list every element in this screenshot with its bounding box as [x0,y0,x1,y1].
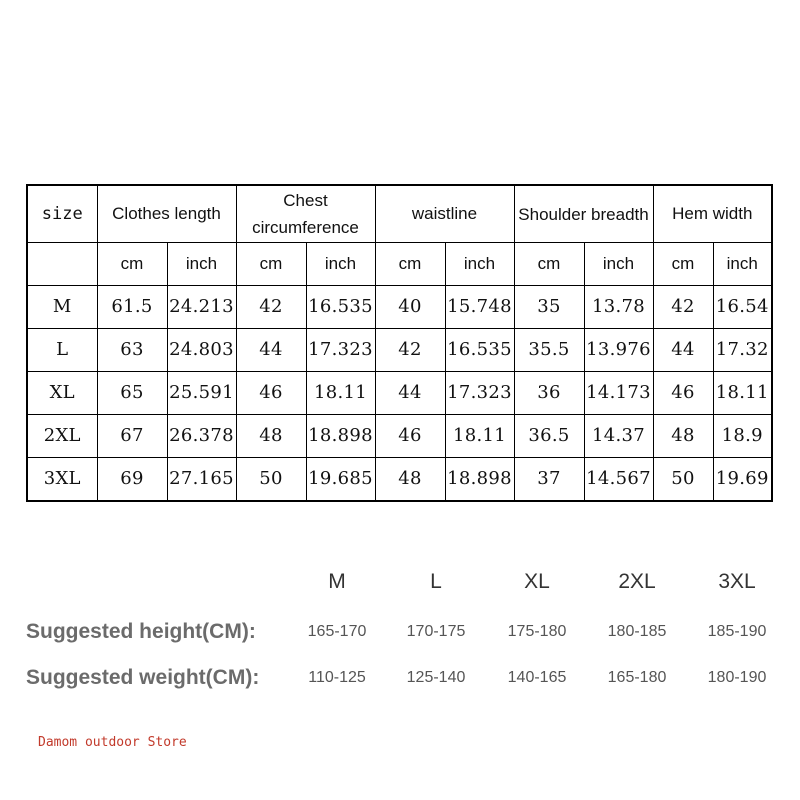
value-cell: 24.213 [167,286,236,329]
value-cell: 13.78 [584,286,653,329]
weight-range: 125-140 [406,669,466,686]
header-clothes-length: Clothes length [97,185,236,243]
value-cell: 50 [653,458,713,502]
header-chest-circumference: Chest circumference [236,185,375,243]
suggested-size-label: XL [524,570,550,593]
size-cell: 2XL [27,415,97,458]
unit-cell: cm [514,243,584,286]
value-cell: 16.54 [713,286,772,329]
value-cell: 44 [375,372,445,415]
table-row [27,458,772,502]
size-cell: M [27,286,97,329]
unit-cell: inch [584,243,653,286]
suggested-size-label: L [430,570,442,593]
value-cell: 48 [236,415,306,458]
value-cell: 42 [375,329,445,372]
height-range: 175-180 [507,623,567,640]
suggested-weight-label: Suggested weight(CM): [26,666,260,689]
value-cell: 63 [97,329,167,372]
value-cell: 61.5 [97,286,167,329]
units-blank-cell [27,243,97,286]
header-waistline: waistline [375,185,514,243]
suggested-sizes-row [0,562,800,602]
unit-cell: cm [97,243,167,286]
weight-range: 165-180 [607,669,667,686]
header-hem-width: Hem width [653,185,772,243]
value-cell: 25.591 [167,372,236,415]
value-cell: 18.898 [445,458,514,502]
table-row [27,372,772,415]
unit-cell: cm [236,243,306,286]
value-cell: 17.323 [306,329,375,372]
value-cell: 36 [514,372,584,415]
unit-cell: cm [375,243,445,286]
value-cell: 40 [375,286,445,329]
value-cell: 69 [97,458,167,502]
value-cell: 37 [514,458,584,502]
suggested-height-label: Suggested height(CM): [26,620,256,643]
value-cell: 46 [653,372,713,415]
size-chart-table [26,184,773,502]
value-cell: 16.535 [306,286,375,329]
value-cell: 15.748 [445,286,514,329]
table-row [27,286,772,329]
height-range: 185-190 [707,623,767,640]
value-cell: 14.173 [584,372,653,415]
weight-range: 140-165 [507,669,567,686]
size-cell: XL [27,372,97,415]
value-cell: 65 [97,372,167,415]
height-range: 180-185 [607,623,667,640]
value-cell: 18.9 [713,415,772,458]
size-cell: 3XL [27,458,97,502]
value-cell: 17.32 [713,329,772,372]
value-cell: 14.37 [584,415,653,458]
value-cell: 67 [97,415,167,458]
value-cell: 18.11 [445,415,514,458]
suggested-size-label: 3XL [718,570,756,593]
value-cell: 48 [653,415,713,458]
unit-cell: inch [167,243,236,286]
suggested-size-label: 2XL [618,570,656,593]
value-cell: 44 [653,329,713,372]
value-cell: 18.898 [306,415,375,458]
value-cell: 26.378 [167,415,236,458]
weight-range: 110-125 [308,669,366,686]
value-cell: 48 [375,458,445,502]
weight-range: 180-190 [707,669,767,686]
value-cell: 24.803 [167,329,236,372]
value-cell: 13.976 [584,329,653,372]
value-cell: 17.323 [445,372,514,415]
store-name: Damom outdoor Store [38,735,187,750]
value-cell: 36.5 [514,415,584,458]
value-cell: 46 [236,372,306,415]
header-shoulder-breadth: Shoulder breadth [514,185,653,243]
unit-cell: cm [653,243,713,286]
suggested-size-label: M [328,570,346,593]
height-range: 165-170 [307,623,367,640]
table-row [27,415,772,458]
value-cell: 16.535 [445,329,514,372]
table-row [27,329,772,372]
unit-cell: inch [713,243,772,286]
value-cell: 46 [375,415,445,458]
value-cell: 19.69 [713,458,772,502]
value-cell: 42 [653,286,713,329]
value-cell: 35.5 [514,329,584,372]
value-cell: 19.685 [306,458,375,502]
units-row [27,243,772,286]
suggested-height-row [0,612,800,652]
size-cell: L [27,329,97,372]
value-cell: 18.11 [306,372,375,415]
value-cell: 42 [236,286,306,329]
unit-cell: inch [445,243,514,286]
value-cell: 27.165 [167,458,236,502]
value-cell: 44 [236,329,306,372]
value-cell: 18.11 [713,372,772,415]
height-range: 170-175 [406,623,466,640]
unit-cell: inch [306,243,375,286]
value-cell: 50 [236,458,306,502]
value-cell: 35 [514,286,584,329]
value-cell: 14.567 [584,458,653,502]
header-row [27,185,772,243]
suggested-weight-row [0,658,800,698]
header-size: size [27,185,97,243]
